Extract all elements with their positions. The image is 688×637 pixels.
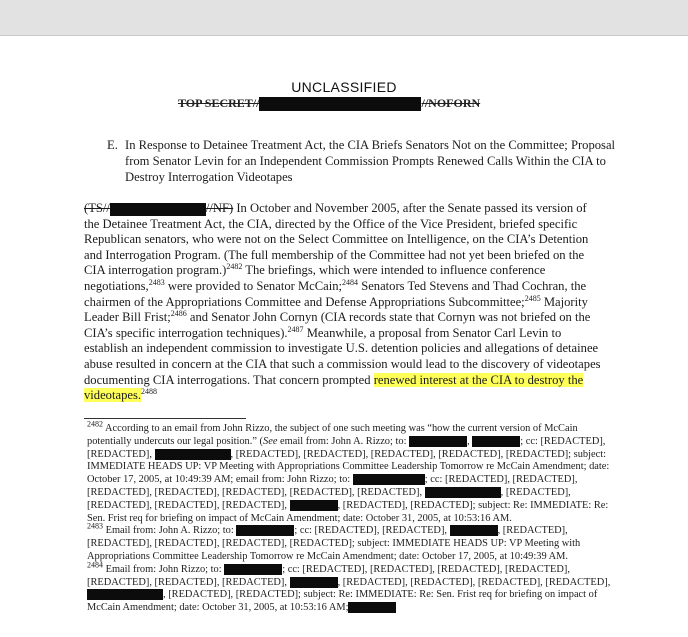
footnote-see: See (263, 435, 278, 447)
footnote-divider (84, 418, 246, 419)
footnote-ref-2484: 2484 (342, 277, 359, 287)
footnote-text: , [REDACTED], [REDACTED], [REDACTED], [REDACTED], (87, 486, 571, 511)
section-letter: E. (107, 138, 118, 152)
para-text-2: The briefings, which were intended to influence conference negotiations, (84, 263, 546, 293)
redaction-bar (425, 487, 501, 498)
footnote-number: 2484 (87, 560, 103, 570)
redaction-bar (348, 602, 396, 613)
footnote-ref-2488: 2488 (141, 386, 158, 396)
footnote-text: Email from: John Rizzo; to: (103, 563, 225, 575)
para-text-6: and Senator John Cornyn (CIA records state that Cornyn was not briefed on the CIA’s specific interrogation techniques). (84, 310, 591, 340)
section-heading (107, 137, 627, 185)
section-title: In Response to Detainee Treatment Act, the CIA Briefs Senators Not on the Committee; Proposal from Senator Levin for an Independent Commission Prompts Renewed Calls Within the CIA to Destroy Interrogation Videotapes (125, 138, 616, 184)
footnote-ref-2486: 2486 (170, 308, 187, 318)
para-classification-close: //NF) (205, 201, 234, 215)
para-text-1: In October and November 2005, after the Senate passed its version of the Detainee Treatment Act, the CIA, directed by the Office of the Vice President, briefed specific Republican senators, who were not on the Select Committee on Intelligence, on the CIA’s Detention and Interrogation Program. (The full membership of the Committee had not yet been briefed on the CIA interrogation program.) (84, 201, 589, 278)
footnote-text: , (467, 435, 473, 447)
classification-left: TOP SECRET// (178, 96, 260, 110)
footnote-text: ; cc: [REDACTED], [REDACTED], [REDACTED], [REDACTED], [REDACTED], [REDACTED], [REDACTED], (87, 563, 570, 588)
para-text-7: Meanwhile, a proposal from Senator Carl Levin to establish an independent commission to investigate U.S. detention policies and allegations of detainee abuse resulted in concern at the CIA that such a commission would lead to the discovery of videotapes documenting CIA interrogations. That concern prompted (84, 325, 601, 387)
footnote-text: ; cc: [REDACTED], [REDACTED], [REDACTED], [REDACTED], [REDACTED], [REDACTED], [REDACTED], (87, 474, 578, 498)
unclassified-marking: UNCLASSIFIED (291, 79, 397, 95)
footnote-2482 (87, 419, 617, 525)
viewer-toolbar (0, 0, 688, 36)
footnote-text: , [REDACTED], [REDACTED]; subject: Re: IMMEDIATE: Re: Sen. Frist req for briefing on impact of McCain Amendment; date: October 31, 2005, at 10:53:16 AM; (87, 589, 598, 614)
document-page (0, 36, 688, 637)
footnote-ref-2485: 2485 (524, 293, 541, 303)
footnote-text: , [REDACTED], [REDACTED]; subject: Re: IMMEDIATE: Re: Sen. Frist req for briefing on impact of McCain Amendment; date: October 31, 2005, at 10:53:16 AM. (87, 499, 609, 524)
footnote-ref-2482: 2482 (226, 262, 243, 272)
body-paragraph (84, 201, 604, 404)
footnote-text: , [REDACTED], [REDACTED], [REDACTED], [REDACTED], [REDACTED]; subject: IMMEDIATE HEADS UP: VP Meeting with Appropriations Committee Leadership Tomorrow re McCain Amendment; date: October 17, 2005, at 10:49:39 AM; email from: John Rizzo; to: (87, 448, 610, 486)
redaction-bar (87, 589, 163, 600)
redaction-bar (224, 564, 282, 575)
redaction-bar (155, 449, 231, 460)
para-text-4: Senators Ted Stevens and Thad Cochran, the chairmen of the Appropriations Committee and Defense Appropriations Subcommittee; (84, 278, 587, 309)
footnote-text: Email from: John A. Rizzo; to: (103, 525, 237, 537)
footnote-text: ; cc: [REDACTED], [REDACTED], (294, 525, 450, 537)
footnote-text: , [REDACTED], [REDACTED], [REDACTED], [REDACTED], (337, 576, 611, 588)
classification-line (178, 96, 480, 112)
redaction-bar (259, 97, 421, 111)
footnote-ref-2487: 2487 (287, 324, 304, 334)
footnote-text: , [REDACTED], [REDACTED], [REDACTED], [REDACTED], [REDACTED]; subject: IMMEDIATE HEADS UP: VP Meeting with Appropriations Committee Leadership Tomorrow re McCain Amendment; date: October 17, 2005, at 10:49:39 AM. (87, 525, 581, 562)
para-text-3: were provided to Senator McCain; (164, 278, 343, 293)
redaction-bar (409, 436, 467, 447)
footnote-number: 2482 (87, 419, 103, 429)
para-classification-open: (TS// (84, 201, 110, 215)
footnote-text: email from: John A. Rizzo; to: (277, 435, 410, 447)
redaction-bar (110, 203, 206, 216)
para-text-5: Majority Leader Bill Frist; (84, 294, 588, 325)
redaction-bar (236, 525, 294, 536)
redaction-bar (290, 500, 338, 511)
redaction-bar (472, 436, 520, 447)
footnote-ref-2483: 2483 (148, 277, 165, 287)
footnote-text: ; cc: [REDACTED], [REDACTED], (87, 435, 606, 460)
redaction-bar (290, 577, 338, 588)
classification-right: //NOFORN (421, 96, 481, 110)
highlighted-text: renewed interest at the CIA to destroy the videotapes. (84, 372, 584, 403)
footnote-text: According to an email from John Rizzo, the subject of one such meeting was “how the current version of McCain potentially undercuts our legal position.” ( (87, 423, 578, 447)
footnote-2483 (87, 521, 617, 563)
footnotes (87, 419, 617, 615)
redaction-bar (353, 474, 425, 485)
footnote-number: 2483 (87, 521, 103, 531)
redaction-bar (450, 525, 498, 536)
footnote-2484 (87, 560, 617, 615)
